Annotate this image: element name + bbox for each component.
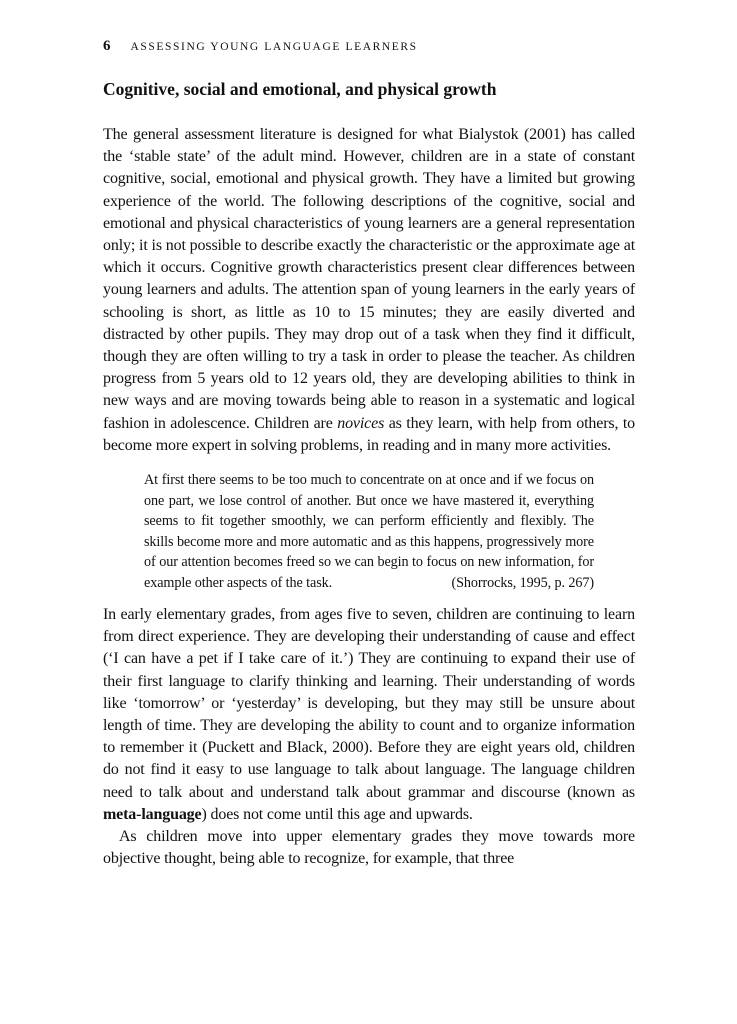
- page-number: 6: [103, 38, 111, 54]
- section-heading: Cognitive, social and emotional, and physical growth: [103, 79, 497, 99]
- body-paragraph-1: [103, 124, 635, 457]
- body-paragraph-3: As children move into upper elementary grades they move towards more objective thought, being able to recognize, for example, that three: [103, 828, 635, 868]
- paragraph-2-text-a: In early elementary grades, from ages five to seven, children are continuing to learn from direct experience. They are developing their understanding of cause and effect (‘I can have a pet if I take care of it.’) They are continuing to expand their use of their first language to clarify thinking and learning. Their understanding of words like ‘tomorrow’ or ‘yesterday’ is developing, but they may still be unsure about length of time. They are developing the ability to count and to organize information to remember it (Puckett and Black, 2000). Before they are eight years old, children do not find it easy to use language to talk about language. The language children need to talk about and understand talk about grammar and discourse (known as: [103, 606, 635, 801]
- running-title: ASSESSING YOUNG LANGUAGE LEARNERS: [130, 41, 418, 53]
- running-header: [103, 36, 635, 56]
- paragraph-2-bold-term: meta-language: [103, 805, 202, 823]
- paragraph-1-text-b: as they learn, with help from others, to become more expert in solving problems, in reading and in many more activities.: [103, 414, 635, 454]
- paragraph-1-italic-term: novices: [337, 414, 385, 432]
- paragraph-1-text-a: The general assessment literature is designed for what Bialystok (2001) has called the ‘stable state’ of the adult mind. However, children are in a state of constant cognitive, social, emotional and physical growth. They have a limited but growing experience of the world. The following descriptions of the cognitive, social and emotional and physical characteristics of young learners are a general representation only; it is not possible to describe exactly the characteristic or the approximate age at which it occurs. Cognitive growth characteristics present clear differences between young learners and adults. The attention span of young learners in the early years of schooling is short, as little as 10 to 15 minutes; they are easily diverted and distracted by other pupils. They may drop out of a task when they find it difficult, though they are often willing to try a task in order to please the teacher. As children progress from 5 years old to 12 years old, they are developing abilities to think in new ways and are moving towards being able to reason in a systematic and logical fashion in adolescence. Children are: [103, 126, 635, 432]
- book-page: [103, 36, 635, 870]
- quote-citation: (Shorrocks, 1995, p. 267): [451, 574, 594, 591]
- quote-text: At first there seems to be too much to concentrate on at once and if we focus on one part, we lose control of another. But once we have mastered it, everything seems to fit together smoothly, we can perform efficiently and flexibly. The skills become more and more automatic and as this happens, progressively more of our attention becomes freed so we can begin to focus on new information, for example other aspects of the task.: [144, 472, 594, 591]
- body-paragraph-2: [103, 604, 635, 826]
- paragraph-2-text-b: ) does not come until this age and upwards.: [201, 805, 473, 823]
- block-quote: [144, 470, 594, 593]
